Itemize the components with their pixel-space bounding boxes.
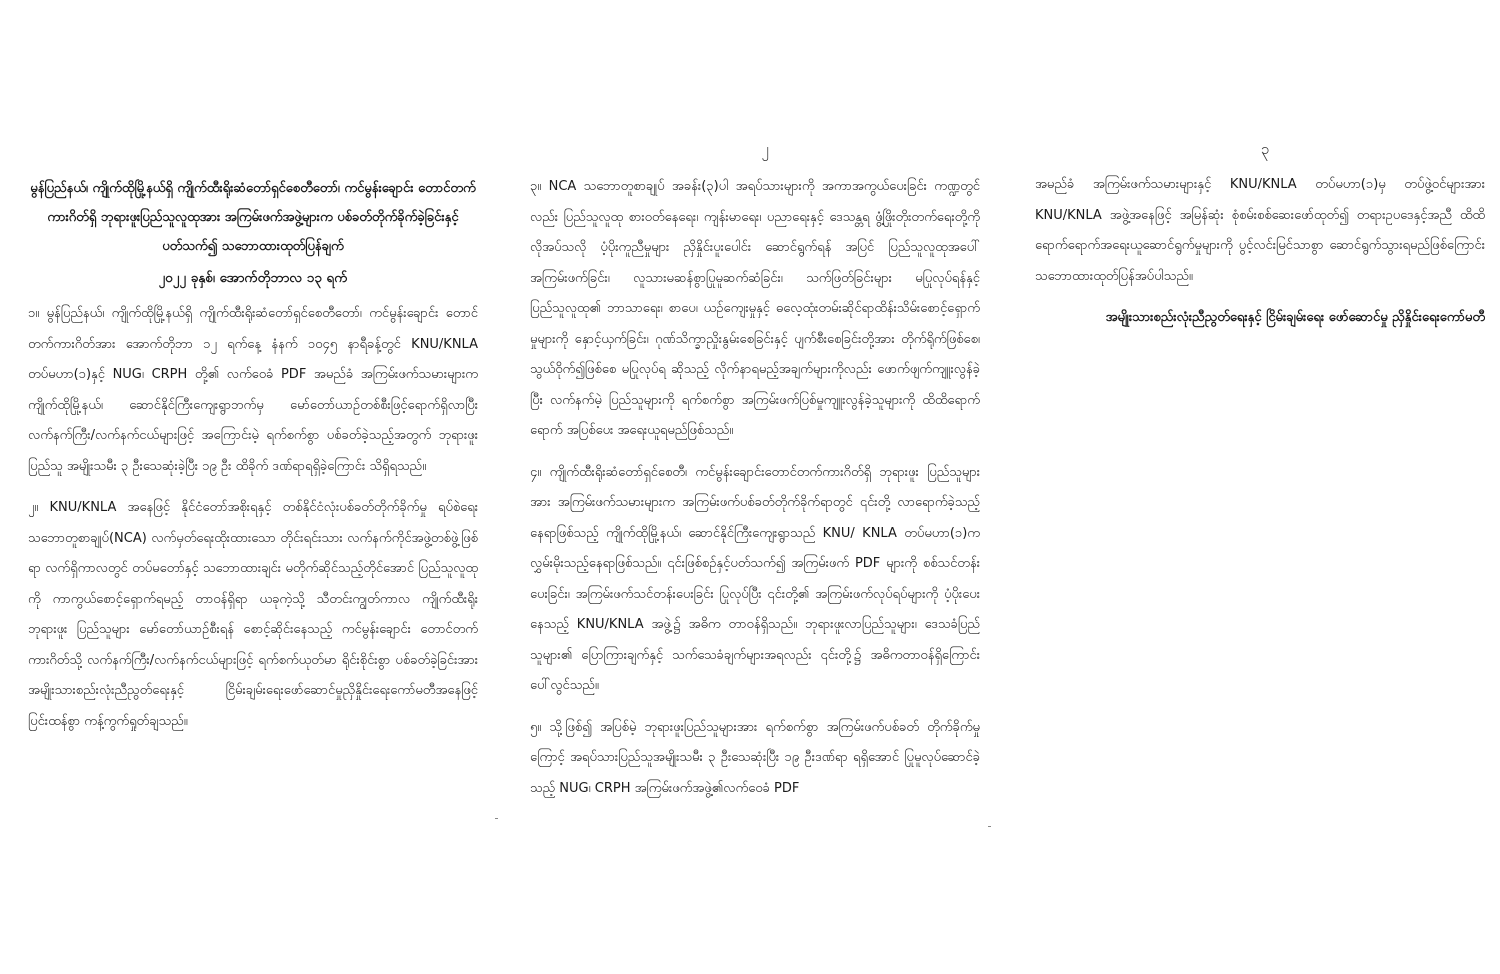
statement-title: မွန်ပြည်နယ်၊ ကျိုက်ထိုမြို့နယ်ရှိ ကျိုက်ထီးရိုးဆံတော်ရှင်စေတီတော်၊ ကင်မွန်းချောင်း တောင်တက်ကားဂိတ်ရှိ ဘုရားဖူးပြည်သူလူထုအား အကြမ်းဖက်အဖွဲ့များက ပစ်ခတ်တိုက်ခိုက်ခဲ့ခြင်းနှင့်ပတ်သက်၍ သဘောထားထုတ်ပြန်ချက် [30, 181, 476, 254]
paragraph-1: ၁။ မွန်ပြည်နယ်၊ ကျိုက်ထိုမြို့နယ်ရှိ ကျိုက်ထီးရိုးဆံတော်ရှင်စေတီတော်၊ ကင်မွန်းချောင်း တောင်တက်ကားဂိတ်အား အောက်တိုဘာ ၁၂ ရက်နေ့ နံနက် ၁၀၄၅ နာရီခန့်တွင် KNU/KNLA တပ်မဟာ(၁)နှင့် NUG၊ CRPH တို့၏ လက်ဝေခံ PDF အမည်ခံ အကြမ်းဖက်သမားများက ကျိုက်ထိုမြို့နယ်၊ ဆောင်နိုင်ကြီးကျေးရွာဘက်မှ မော်တော်ယာဉ်တစ်စီးဖြင့်ရောက်ရှိလာပြီး လက်နက်ကြီး/လက်နက်ငယ်များဖြင့် အကြောင်းမဲ့ ရက်စက်စွာ ပစ်ခတ်ခဲ့သည့်အတွက် ဘုရားဖူးပြည်သူ အမျိုးသမီး ၃ ဦးသေဆုံးခဲ့ပြီး ၁၉ ဦး ထိခိုက် ဒဏ်ရာရရှိခဲ့ကြောင်း သိရှိရသည်။ [28, 306, 478, 474]
paragraph-4: ၄။ ကျိုက်ထီးရိုးဆံတော်ရှင်စေတီ၊ ကင်မွန်းချောင်းတောင်တက်ကားဂိတ်ရှိ ဘုရားဖူး ပြည်သူများအား အကြမ်းဖက်သမားများက အကြမ်းဖက်ပစ်ခတ်တိုက်ခိုက်ရာတွင် ၎င်းတို့ လာရောက်ခဲ့သည့်နေရာဖြစ်သည့် ကျိုက်ထိုမြို့နယ်၊ ဆောင်နိုင်ကြီးကျေးရွာသည် KNU/ KNLA တပ်မဟာ(၁)က လွှမ်းမိုးသည့်နေရာဖြစ်သည်။ ၎င်းဖြစ်စဉ်နှင့်ပတ်သက်၍ အကြမ်းဖက် PDF များကို စစ်သင်တန်းပေးခြင်း၊ အကြမ်းဖက်သင်တန်းပေးခြင်း ပြုလုပ်ပြီး ၎င်းတို့၏ အကြမ်းဖက်လုပ်ရပ်များကို ပံ့ပိုးပေးနေသည့် KNU/KNLA အဖွဲ့၌ အဓိက တာဝန်ရှိသည်။ ဘုရားဖူးလာပြည်သူများ၊ ဒေသခံပြည်သူများ၏ ပြောကြားချက်နှင့် သက်သေခံချက်များအရလည်း ၎င်းတို့၌ အဓိကတာဝန်ရှိကြောင်းပေါ်လွင်သည်။ [530, 464, 980, 693]
scan-mark [495, 818, 498, 819]
page-number-3: ၃ [1260, 140, 1270, 158]
paragraph-2: ၂။ KNU/KNLA အနေဖြင့် နိုင်ငံတော်အစိုးရနှင့် တစ်နိုင်ငံလုံးပစ်ခတ်တိုက်ခိုက်မှု ရပ်စဲရေးသဘောတူစာချုပ်(NCA) လက်မှတ်ရေးထိုးထားသော တိုင်းရင်းသား လက်နက်ကိုင်အဖွဲ့တစ်ဖွဲ့ဖြစ်ရာ လက်ရှိကာလတွင် တပ်မတော်နှင့် သဘောထားချင်း မတိုက်ဆိုင်သည့်တိုင်အောင် ပြည်သူလူထုကို ကာကွယ်စောင့်ရှောက်ရမည့် တာဝန်ရှိရာ ယခုကဲ့သို့ သီတင်းကျွတ်ကာလ ကျိုက်ထီးရိုးဘုရားဖူး ပြည်သူများ မော်တော်ယာဉ်စီးရန် စောင့်ဆိုင်းနေသည့် ကင်မွန်းချောင်း တောင်တက်ကားဂိတ်သို့ လက်နက်ကြီး/လက်နက်ငယ်များဖြင့် ရက်စက်ယုတ်မာ ရိုင်းစိုင်းစွာ ပစ်ခတ်ခဲ့ခြင်းအား အမျိုးသားစည်းလုံးညီညွတ်ရေးနှင့် ငြိမ်းချမ်းရေးဖော်ဆောင်မှုညှိနှိုင်းရေးကော်မတီအနေဖြင့် ပြင်းထန်စွာ ကန့်ကွက်ရှုတ်ချသည်။ [28, 500, 478, 729]
paragraph-5: ၅။ သို့ဖြစ်၍ အပြစ်မဲ့ ဘုရားဖူးပြည်သူများအား ရက်စက်စွာ အကြမ်းဖက်ပစ်ခတ် တိုက်ခိုက်မှုကြောင့် အရပ်သားပြည်သူအမျိုးသမီး ၃ ဦးသေဆုံးပြီး ၁၉ ဦးဒဏ်ရာ ရရှိအောင် ပြုမူလုပ်ဆောင်ခဲ့သည့် NUG၊ CRPH အကြမ်းဖက်အဖွဲ့၏လက်ဝေခံ PDF [530, 719, 980, 796]
scan-mark [988, 826, 991, 827]
document-page-3 [1035, 140, 1485, 894]
document-page-2 [530, 140, 980, 894]
statement-date: ၂၀၂၂ ခုနှစ်၊ အောက်တိုဘာလ ၁၃ ရက် [158, 270, 348, 286]
paragraph-5-continued: အမည်ခံ အကြမ်းဖက်သမားများနှင့် KNU/KNLA တပ်မဟာ(၁)မှ တပ်ဖွဲ့ဝင်များအား KNU/KNLA အဖွဲ့အနေဖြင့် အမြန်ဆုံး စုံစမ်းစစ်ဆေးဖော်ထုတ်၍ တရားဥပဒေနှင့်အညီ ထိထိရောက်ရောက်အရေးယူဆောင်ရွက်မှုများကို ပွင့်လင်းမြင်သာစွာ ဆောင်ရွက်သွားရမည်ဖြစ်ကြောင်း သဘောထားထုတ်ပြန်အပ်ပါသည်။ [1035, 177, 1485, 284]
document-page-1 [28, 140, 478, 894]
paragraph-3: ၃။ NCA သဘောတူစာချုပ် အခန်း(၃)ပါ အရပ်သားများကို အကာအကွယ်ပေးခြင်း ကဏ္ဍတွင်လည်း ပြည်သူလူထု စားဝတ်နေရေး၊ ကျန်းမာရေး၊ ပညာရေးနှင့် ဒေသန္တရ ဖွံ့ဖြိုးတိုးတက်ရေးတို့ကို လိုအပ်သလို ပံ့ပိုးကူညီမှုများ ညှိနှိုင်းပူးပေါင်း ဆောင်ရွက်ရန် အပြင် ပြည်သူလူထုအပေါ်အကြမ်းဖက်ခြင်း၊ လူသားမဆန်စွာပြုမူဆက်ဆံခြင်း၊ သက်ဖြတ်ခြင်းများ မပြုလုပ်ရန်နှင့် ပြည်သူလူထု၏ ဘာသာရေး၊ စာပေ၊ ယဉ်ကျေးမှုနှင့် ဓလေ့ထုံးတမ်းဆိုင်ရာထိန်းသိမ်းစောင့်ရှောက်မှုများကို နှောင့်ယှက်ခြင်း၊ ဂုဏ်သိက္ခာညှိုးနွမ်းစေခြင်းနှင့် ပျက်စီးစေခြင်းတို့အား တိုက်ရိုက်ဖြစ်စေ၊ သွယ်ဝိုက်၍ဖြစ်စေ မပြုလုပ်ရ ဆိုသည့် လိုက်နာရမည့်အချက်များကိုလည်း ဖောက်ဖျက်ကျူးလွန်ခဲ့ပြီး လက်နက်မဲ့ ပြည်သူများကို ရက်စက်စွာ အကြမ်းဖက်ပြစ်မှုကျူးလွန်ခဲ့သူများကို ထိထိရောက်ရောက် အပြစ်ပေး အရေးယူရမည်ဖြစ်သည်။ [530, 179, 980, 438]
signature-committee: အမျိုးသားစည်းလုံးညီညွတ်ရေးနှင့် ငြိမ်းချမ်းရေး ဖော်ဆောင်မှု ညှိနှိုင်းရေးကော်မတီ [1105, 310, 1485, 325]
page-number-2: ၂ [761, 140, 769, 158]
